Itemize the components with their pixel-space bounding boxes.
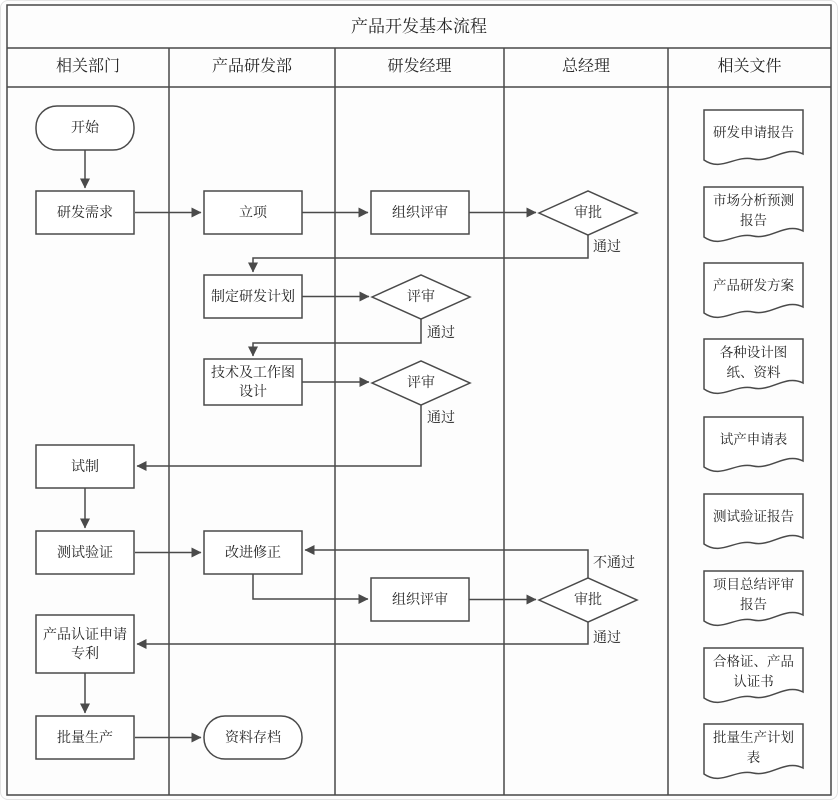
lane-header-general-manager: 总经理 [561,58,610,76]
test-node-label: 测试验证 [57,543,113,560]
lane-header-related-departments: 相关部门 [55,58,120,76]
review1-diamond-label: 评审 [407,288,435,305]
archive-node-label: 资料存档 [225,728,281,745]
edge-approval1-pass-to-plan [253,235,588,272]
document-label-8: 合格证、产品认证书 [713,654,794,689]
edge-label-pass-4: 通过 [593,629,621,645]
document-label-1: 研发申请报告 [713,125,794,141]
review2-diamond-label: 评审 [407,374,435,391]
approval2-diamond-label: 审批 [574,591,602,608]
start-node-label: 开始 [71,119,99,136]
document-label-5: 试产申请表 [719,432,788,448]
org-review2-node-label: 组织评审 [392,590,448,607]
lane-header-rd-department: 产品研发部 [211,58,292,76]
edge-approval2-fail-to-improvement [305,550,588,578]
document-label-9: 批量生产计划表 [713,730,794,765]
edge-label-pass-2: 通过 [427,324,455,340]
design-node-label: 技术及工作图设计 [211,363,295,399]
approval1-diamond-label: 审批 [574,204,602,221]
connectors [85,150,588,738]
document-label-2: 市场分析预测报告 [713,193,794,228]
project-approval-node-label: 立项 [239,203,267,220]
trial-node-label: 试制 [71,457,99,474]
edge-label-pass-3: 通过 [427,409,455,425]
edge-review1-pass-to-design [253,319,421,356]
plan-node-label: 制定研发计划 [211,287,295,304]
lane-header-rd-manager: 研发经理 [387,58,452,76]
edge-label-pass-1: 通过 [593,238,621,254]
improvement-node-label: 改进修正 [225,543,281,560]
document-label-6: 测试验证报告 [713,509,794,525]
patent-node-label: 产品认证申请专利 [43,625,127,661]
requirement-node-label: 研发需求 [57,203,113,220]
edge-label-fail-1: 不通过 [593,554,635,570]
document-label-4: 各种设计图纸、资料 [719,345,788,380]
edge-review2-pass-to-trial [137,405,421,466]
document-label-7: 项目总结评审报告 [713,577,794,612]
page-title: 产品开发基本流程 [351,16,487,36]
mass-production-node-label: 批量生产 [57,728,113,745]
org-review1-node-label: 组织评审 [392,203,448,220]
document-label-3: 产品研发方案 [713,278,794,294]
edge-improvement-to-orgreview2 [253,574,368,599]
edge-approval2-pass-to-patent [137,622,588,644]
lane-header-related-documents: 相关文件 [717,58,782,76]
